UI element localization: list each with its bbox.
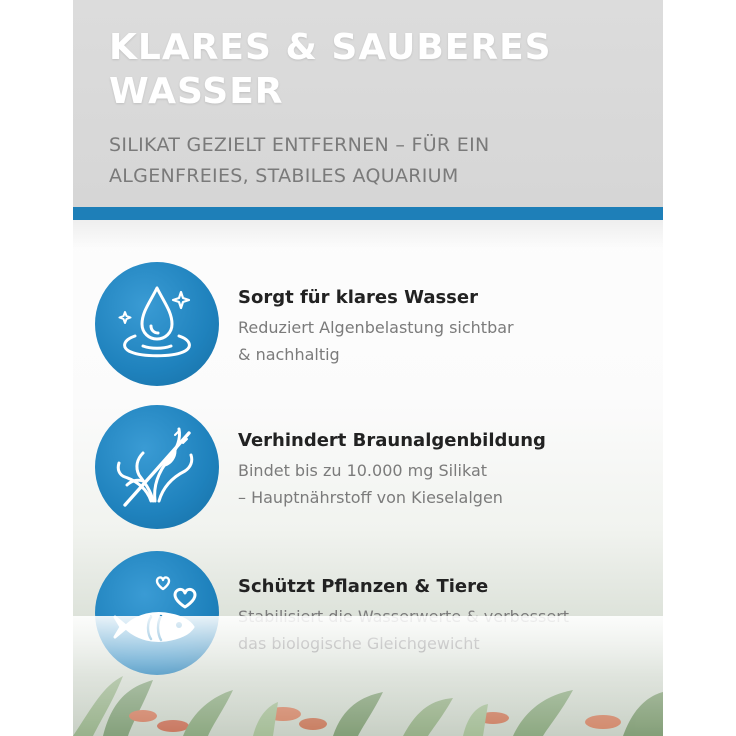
feature-title: Schützt Pflanzen & Tiere — [238, 576, 489, 597]
header-banner — [73, 0, 663, 207]
headline-line-1: KLARES & SAUBERES — [109, 27, 552, 68]
feature-title: Sorgt für klares Wasser — [238, 287, 478, 308]
headline — [109, 26, 649, 114]
feature-clear-water — [95, 262, 655, 386]
subheadline — [109, 130, 649, 192]
headline-line-2: WASSER — [109, 71, 284, 112]
subheadline-line-2: ALGENFREIES, STABILES AQUARIUM — [109, 165, 459, 187]
feature-description-line-2: & nachhaltig — [238, 345, 340, 364]
feature-description — [238, 457, 648, 511]
aquarium-plants-illustration — [73, 616, 663, 736]
feature-description-line-1: Reduziert Algenbelastung sichtbar — [238, 318, 514, 337]
feature-description — [238, 314, 648, 368]
feature-no-brown-algae — [95, 405, 655, 529]
feature-description-line-2: – Hauptnährstoff von Kieselalgen — [238, 488, 503, 507]
subheadline-line-1: SILIKAT GEZIELT ENTFERNEN – FÜR EIN — [109, 134, 490, 156]
water-drop-icon — [95, 262, 219, 386]
feature-description-line-1: Bindet bis zu 10.000 mg Silikat — [238, 461, 488, 480]
feature-title: Verhindert Braunalgenbildung — [238, 430, 546, 451]
no-algae-icon — [95, 405, 219, 529]
bar-shadow — [73, 220, 663, 250]
accent-bar — [73, 207, 663, 220]
infographic-panel — [73, 0, 663, 736]
